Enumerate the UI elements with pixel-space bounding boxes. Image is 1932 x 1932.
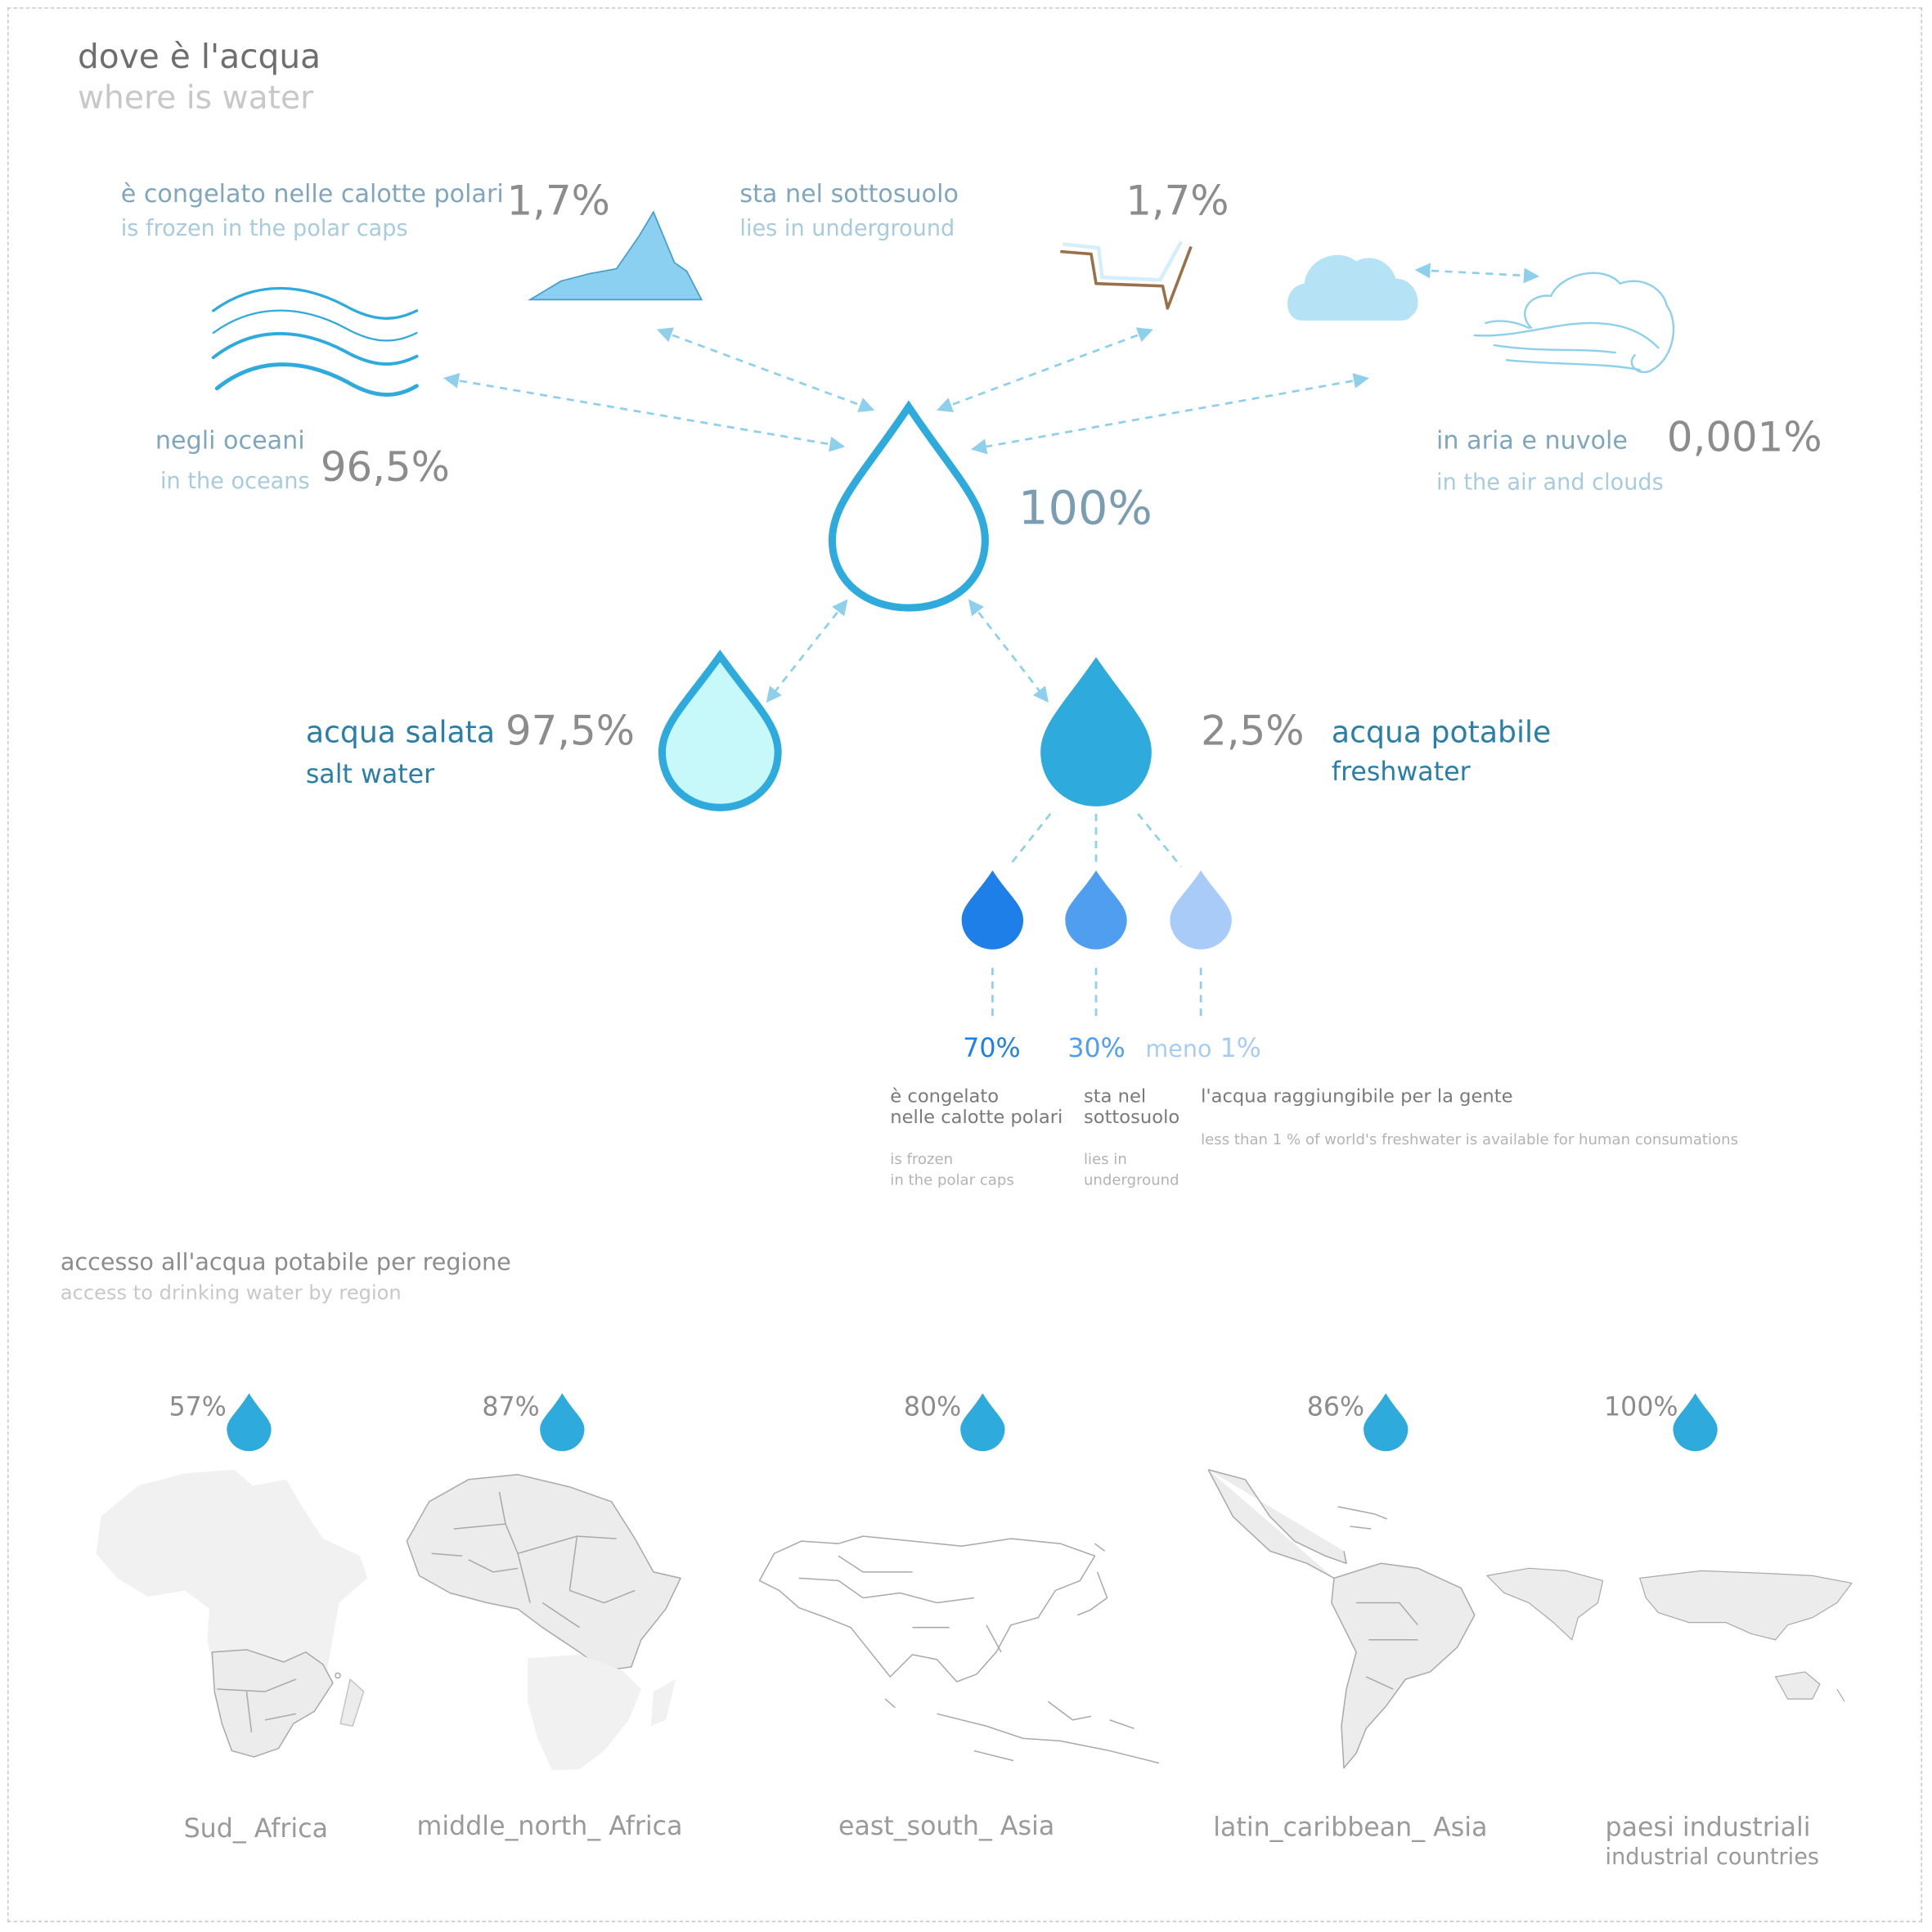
split-pct-ground: 30% [1067,1033,1126,1063]
iceberg-icon [530,212,702,299]
region-drop-icon [540,1393,584,1451]
underground-pct: 1,7% [1126,176,1229,225]
underground-label-en: lies in underground [739,215,955,242]
air-pct: 0,001% [1666,412,1822,461]
region-name-latin-caribbean: latin_caribbean_ Asia [1213,1812,1488,1842]
wind-icon [1475,273,1674,372]
map-sud-africa [97,1470,368,1757]
oceans-label-it: negli oceani [155,425,305,456]
salt-label-en: salt water [305,759,435,789]
polar-pct: 1,7% [506,176,610,225]
arrow-fresh [970,602,1046,701]
arrow-underground [940,330,1151,409]
region-drop-icon [1364,1393,1408,1451]
split-pct-available [1145,1033,1261,1063]
salt-label-it: acqua salata [305,715,496,750]
region-name-sud-africa: Sud_ Africa [183,1813,329,1844]
region-name-middle-north-africa: middle_north_ Africa [416,1811,683,1841]
drop-ground-icon [1065,870,1126,949]
arrow-oceans [447,379,842,447]
ground-section-icon [1060,241,1191,308]
region-name-east-south-asia: east_south_ Asia [838,1811,1055,1841]
split-ground-label-it-2: sottosuolo [1083,1106,1180,1129]
oceans-label-en: in the oceans [160,468,310,495]
map-latin-caribbean [1208,1470,1475,1768]
map-industrial-countries [1487,1568,1852,1701]
main-drop-icon [832,407,985,608]
arrow-air [974,379,1366,449]
page-title: dove è l'acqua [77,38,321,77]
air-label-it: in aria e nuvole [1436,425,1628,456]
polar-label-en: is frozen in the polar caps [120,215,408,242]
arrow-cloud-wind [1418,270,1536,276]
fresh-drop-icon [1040,657,1152,806]
map-east-south-asia [760,1536,1159,1763]
drop-ice-icon [962,870,1023,949]
split-ice-label-it-2: nelle calotte polari [890,1106,1063,1129]
access-subtitle: access to drinking water by region [60,1281,402,1305]
split-ground-label-it-1: sta nel [1083,1085,1147,1108]
split-ice-label-en-1: is frozen [890,1150,954,1168]
page-subtitle: where is water [77,79,314,118]
access-title: accesso all'acqua potabile per regione [60,1248,511,1277]
region-pct-sud-africa: 57% [168,1391,227,1422]
region-name-industrial-en: industrial countries [1605,1844,1820,1871]
air-label-en: in the air and clouds [1436,470,1664,496]
region-pct-east-south-asia: 80% [903,1391,962,1422]
region-drop-icon [227,1393,271,1451]
arrow-salt [768,602,846,701]
split-ice-label-it-1: è congelato [890,1085,1000,1108]
cloud-icon [1287,255,1418,321]
waves-icon [213,288,417,394]
oceans-pct: 96,5% [320,443,450,491]
arrow-polar [659,330,871,409]
region-drop-icon [1673,1393,1717,1451]
salt-drop-icon [662,656,778,807]
split-ice-label-en-2: in the polar caps [890,1170,1014,1189]
split-pct-ice: 70% [963,1033,1021,1063]
region-pct-latin-caribbean: 86% [1306,1391,1365,1422]
polar-label-it: è congelato nelle calotte polari [120,178,504,209]
region-name-industrial: paesi industriali [1605,1812,1811,1842]
flow-arrows [447,270,1536,700]
region-pct-middle-north-africa: 87% [482,1391,540,1422]
fresh-label-en: freshwater [1331,757,1471,787]
salt-pct: 97,5% [505,706,636,755]
split-available-label-it: l'acqua raggiungibile per la gente [1201,1085,1513,1108]
total-pct: 100% [1018,480,1152,536]
split-pct-prefix: meno [1145,1036,1212,1063]
split-pct-value: 1% [1220,1033,1261,1063]
split-ground-label-en-1: lies in [1083,1150,1127,1168]
region-pct-industrial: 100% [1604,1391,1678,1422]
drop-available-icon [1170,870,1231,949]
fresh-label-it: acqua potabile [1331,715,1552,750]
region-drop-icon [960,1393,1004,1451]
fresh-pct: 2,5% [1201,706,1305,755]
map-middle-north-africa [407,1475,681,1771]
split-ground-label-en-2: underground [1083,1170,1179,1189]
underground-label-it: sta nel sottosuolo [739,178,959,209]
split-available-label-en: less than 1 % of world's freshwater is available for human consumations [1201,1130,1738,1148]
